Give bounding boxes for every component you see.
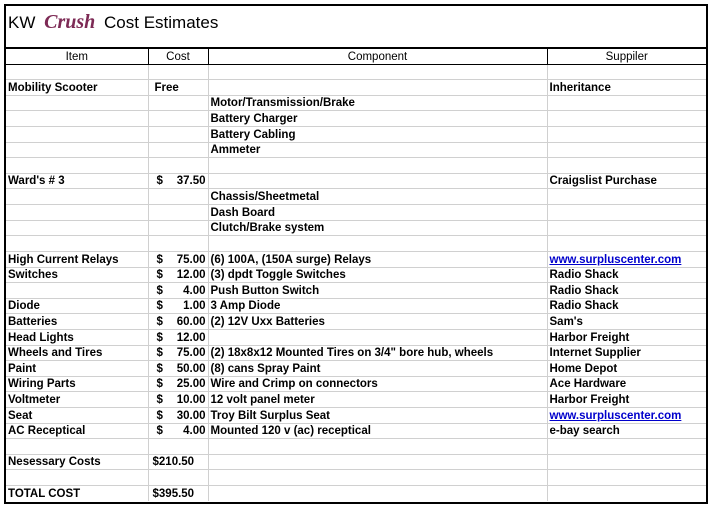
table-row bbox=[6, 142, 706, 158]
table-row bbox=[6, 267, 706, 283]
cell-supplier-link[interactable]: www.surpluscenter.com bbox=[547, 408, 706, 424]
cell-item[interactable]: Batteries bbox=[6, 314, 148, 330]
cell-item[interactable]: TOTAL COST bbox=[6, 486, 148, 502]
cell-item[interactable]: AC Receptical bbox=[6, 423, 148, 439]
cell-item[interactable] bbox=[6, 189, 148, 205]
cell-component[interactable]: Dash Board bbox=[208, 205, 547, 221]
cell-cost[interactable] bbox=[148, 283, 208, 299]
cell-supplier[interactable] bbox=[547, 220, 706, 236]
cost-amount: 4.00 bbox=[183, 284, 206, 297]
cell-cost[interactable] bbox=[148, 329, 208, 345]
cost-currency: $ bbox=[156, 378, 163, 391]
cost-amount: 75.00 bbox=[176, 253, 206, 266]
table-row bbox=[6, 345, 706, 361]
cell-component[interactable]: Push Button Switch bbox=[208, 283, 547, 299]
table-row bbox=[6, 329, 706, 345]
cell-supplier[interactable]: Radio Shack bbox=[547, 283, 706, 299]
cost-currency: $ bbox=[156, 394, 163, 407]
table-row bbox=[6, 80, 706, 96]
cell-cost[interactable] bbox=[148, 158, 208, 174]
cell-cost[interactable] bbox=[148, 267, 208, 283]
table-row bbox=[6, 64, 706, 80]
cell-cost[interactable] bbox=[148, 220, 208, 236]
cell-cost[interactable] bbox=[148, 376, 208, 392]
cost-amount: 75.00 bbox=[176, 347, 206, 360]
cell-component[interactable]: Troy Bilt Surplus Seat bbox=[208, 408, 547, 424]
cell-supplier[interactable] bbox=[547, 454, 706, 470]
cost-amount: 50.00 bbox=[176, 362, 206, 375]
table-row bbox=[6, 423, 706, 439]
cell-supplier[interactable]: Ace Hardware bbox=[547, 376, 706, 392]
cost-currency: $ bbox=[156, 409, 163, 422]
table-row bbox=[6, 283, 706, 299]
cost-currency: $ bbox=[156, 269, 163, 282]
cell-item[interactable]: Mobility Scooter bbox=[6, 80, 148, 96]
title-prefix: KW bbox=[8, 13, 36, 32]
cell-cost[interactable] bbox=[148, 64, 208, 80]
sheet-title bbox=[6, 6, 706, 48]
table-row bbox=[6, 158, 706, 174]
cell-cost[interactable] bbox=[148, 439, 208, 455]
cost-amount: 60.00 bbox=[176, 315, 206, 328]
cell-cost[interactable] bbox=[148, 486, 208, 502]
table-row bbox=[6, 361, 706, 377]
cell-cost[interactable] bbox=[148, 127, 208, 143]
cost-amount: 37.50 bbox=[176, 175, 206, 188]
cell-component[interactable] bbox=[208, 470, 547, 486]
cell-component[interactable]: (8) cans Spray Paint bbox=[208, 361, 547, 377]
cell-supplier[interactable]: Craigslist Purchase bbox=[547, 173, 706, 189]
cell-supplier[interactable] bbox=[547, 111, 706, 127]
cell-cost[interactable] bbox=[148, 205, 208, 221]
cell-component[interactable]: Battery Cabling bbox=[208, 127, 547, 143]
cell-item[interactable] bbox=[6, 95, 148, 111]
cell-item[interactable] bbox=[6, 439, 148, 455]
cell-component[interactable]: 12 volt panel meter bbox=[208, 392, 547, 408]
cell-item[interactable]: Switches bbox=[6, 267, 148, 283]
cell-component[interactable] bbox=[208, 173, 547, 189]
header-component: Component bbox=[208, 49, 547, 65]
cell-supplier[interactable] bbox=[547, 439, 706, 455]
cost-amount: 12.00 bbox=[176, 269, 206, 282]
table-row bbox=[6, 486, 706, 502]
header-cost: Cost bbox=[148, 49, 208, 65]
header-item: Item bbox=[6, 49, 148, 65]
table-row bbox=[6, 189, 706, 205]
cost-amount: 10.00 bbox=[176, 394, 206, 407]
cell-item[interactable] bbox=[6, 142, 148, 158]
spreadsheet bbox=[4, 4, 708, 504]
cell-component[interactable] bbox=[208, 64, 547, 80]
cell-item[interactable] bbox=[6, 220, 148, 236]
cell-item[interactable]: Voltmeter bbox=[6, 392, 148, 408]
cost-amount: 25.00 bbox=[176, 378, 206, 391]
cost-currency: $ bbox=[156, 347, 163, 360]
cell-item[interactable]: Diode bbox=[6, 298, 148, 314]
cell-component[interactable]: Chassis/Sheetmetal bbox=[208, 189, 547, 205]
cell-supplier[interactable]: Radio Shack bbox=[547, 298, 706, 314]
table-row bbox=[6, 127, 706, 143]
table-row bbox=[6, 220, 706, 236]
cost-amount: 4.00 bbox=[183, 425, 206, 438]
cell-supplier[interactable] bbox=[547, 189, 706, 205]
cost-currency: $ bbox=[156, 175, 163, 188]
cell-component[interactable] bbox=[208, 80, 547, 96]
cost-currency: $ bbox=[156, 253, 163, 266]
cost-amount: 30.00 bbox=[176, 409, 206, 422]
cell-component[interactable]: (2) 18x8x12 Mounted Tires on 3/4" bore hub, wheels bbox=[208, 345, 547, 361]
cell-supplier[interactable] bbox=[547, 236, 706, 252]
cell-item[interactable] bbox=[6, 158, 148, 174]
cell-supplier[interactable]: Radio Shack bbox=[547, 267, 706, 283]
table-row bbox=[6, 470, 706, 486]
cell-component[interactable]: (2) 12V Uxx Batteries bbox=[208, 314, 547, 330]
cell-component[interactable] bbox=[208, 486, 547, 502]
cell-supplier[interactable]: Harbor Freight bbox=[547, 392, 706, 408]
cost-currency: $ bbox=[156, 331, 163, 344]
cell-component[interactable]: Clutch/Brake system bbox=[208, 220, 547, 236]
cell-cost[interactable] bbox=[148, 470, 208, 486]
cell-component[interactable]: Mounted 120 v (ac) receptical bbox=[208, 423, 547, 439]
cell-cost[interactable] bbox=[148, 298, 208, 314]
cell-cost[interactable] bbox=[148, 314, 208, 330]
cost-currency: $ bbox=[156, 300, 163, 313]
table-row bbox=[6, 392, 706, 408]
cell-component[interactable]: Ammeter bbox=[208, 142, 547, 158]
cell-component[interactable] bbox=[208, 329, 547, 345]
cell-supplier[interactable] bbox=[547, 64, 706, 80]
cost-amount: 395.50 bbox=[158, 488, 195, 501]
table-row bbox=[6, 314, 706, 330]
cell-component[interactable]: Battery Charger bbox=[208, 111, 547, 127]
cell-component[interactable] bbox=[208, 158, 547, 174]
cell-item[interactable]: Ward's # 3 bbox=[6, 173, 148, 189]
cell-cost[interactable] bbox=[148, 392, 208, 408]
cell-cost[interactable] bbox=[148, 142, 208, 158]
cell-supplier[interactable] bbox=[547, 158, 706, 174]
header-supplier: Suppiler bbox=[547, 49, 706, 65]
cost-amount: 210.50 bbox=[158, 456, 195, 469]
cell-supplier[interactable] bbox=[547, 95, 706, 111]
cell-supplier[interactable]: Sam's bbox=[547, 314, 706, 330]
cost-currency: $ bbox=[152, 456, 159, 469]
cell-item[interactable] bbox=[6, 64, 148, 80]
cell-supplier[interactable]: Inheritance bbox=[547, 80, 706, 96]
cell-item[interactable]: Seat bbox=[6, 408, 148, 424]
cost-currency: $ bbox=[156, 362, 163, 375]
table-row bbox=[6, 236, 706, 252]
cost-currency: $ bbox=[156, 315, 163, 328]
cell-supplier[interactable]: Home Depot bbox=[547, 361, 706, 377]
cell-supplier[interactable] bbox=[547, 127, 706, 143]
cell-supplier[interactable]: Harbor Freight bbox=[547, 329, 706, 345]
table-row bbox=[6, 173, 706, 189]
cell-cost[interactable] bbox=[148, 111, 208, 127]
cell-item[interactable] bbox=[6, 127, 148, 143]
cost-currency: $ bbox=[156, 425, 163, 438]
cell-component[interactable]: Motor/Transmission/Brake bbox=[208, 95, 547, 111]
cell-supplier[interactable] bbox=[547, 486, 706, 502]
cell-cost[interactable] bbox=[148, 423, 208, 439]
cost-amount: 1.00 bbox=[183, 300, 206, 313]
cell-item[interactable]: Wheels and Tires bbox=[6, 345, 148, 361]
cell-component[interactable]: 3 Amp Diode bbox=[208, 298, 547, 314]
cost-currency: $ bbox=[152, 488, 159, 501]
cell-supplier[interactable]: e-bay search bbox=[547, 423, 706, 439]
cell-component[interactable] bbox=[208, 439, 547, 455]
cell-supplier[interactable] bbox=[547, 142, 706, 158]
cell-supplier[interactable] bbox=[547, 205, 706, 221]
cost-currency: $ bbox=[156, 284, 163, 297]
cell-cost[interactable] bbox=[148, 189, 208, 205]
cost-table bbox=[6, 48, 706, 501]
cell-cost[interactable] bbox=[148, 236, 208, 252]
cost-amount: 12.00 bbox=[176, 331, 206, 344]
cell-cost[interactable] bbox=[148, 361, 208, 377]
table-row bbox=[6, 298, 706, 314]
cell-supplier[interactable] bbox=[547, 470, 706, 486]
table-row bbox=[6, 95, 706, 111]
cost-currency: Free bbox=[154, 81, 179, 94]
cell-item[interactable]: High Current Relays bbox=[6, 251, 148, 267]
cell-component[interactable]: Wire and Crimp on connectors bbox=[208, 376, 547, 392]
cell-cost[interactable] bbox=[148, 173, 208, 189]
cell-cost[interactable] bbox=[148, 454, 208, 470]
cell-cost[interactable] bbox=[148, 345, 208, 361]
table-row bbox=[6, 205, 706, 221]
cell-item[interactable] bbox=[6, 470, 148, 486]
cell-component[interactable] bbox=[208, 454, 547, 470]
table-row bbox=[6, 251, 706, 267]
cell-item[interactable]: Head Lights bbox=[6, 329, 148, 345]
title-brand: Crush bbox=[44, 11, 96, 33]
cell-item[interactable]: Nesessary Costs bbox=[6, 454, 148, 470]
table-row bbox=[6, 439, 706, 455]
cell-component[interactable] bbox=[208, 236, 547, 252]
cell-cost[interactable] bbox=[148, 95, 208, 111]
cell-cost[interactable] bbox=[148, 80, 208, 96]
table-row bbox=[6, 111, 706, 127]
table-row bbox=[6, 454, 706, 470]
cell-item[interactable] bbox=[6, 236, 148, 252]
cell-item[interactable] bbox=[6, 283, 148, 299]
table-row bbox=[6, 376, 706, 392]
cell-cost[interactable] bbox=[148, 251, 208, 267]
cell-component[interactable]: (6) 100A, (150A surge) Relays bbox=[208, 251, 547, 267]
title-suffix: Cost Estimates bbox=[104, 13, 219, 32]
cell-supplier[interactable]: Internet Supplier bbox=[547, 345, 706, 361]
cell-supplier-link[interactable]: www.surpluscenter.com bbox=[547, 251, 706, 267]
header-row bbox=[6, 49, 706, 65]
cell-item[interactable]: Wiring Parts bbox=[6, 376, 148, 392]
cell-item[interactable] bbox=[6, 111, 148, 127]
cell-cost[interactable] bbox=[148, 408, 208, 424]
cell-item[interactable]: Paint bbox=[6, 361, 148, 377]
cell-item[interactable] bbox=[6, 205, 148, 221]
table-row bbox=[6, 408, 706, 424]
cell-component[interactable]: (3) dpdt Toggle Switches bbox=[208, 267, 547, 283]
